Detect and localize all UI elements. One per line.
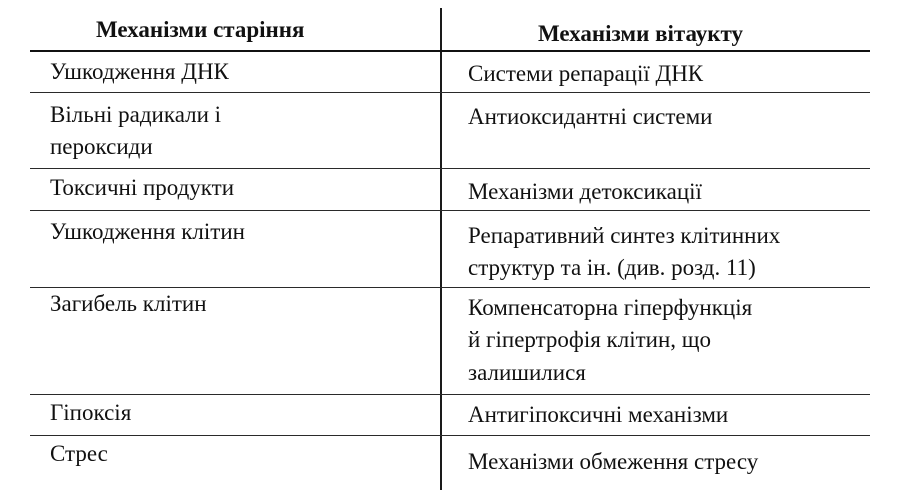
row-2-aging-line-1: Вільні радикали і xyxy=(50,102,222,127)
row-separator xyxy=(30,92,870,93)
row-separator xyxy=(30,210,870,211)
header-vitauct-mechanisms: Механізми вітаукту xyxy=(538,21,744,46)
row-6-vitauct: Антигіпоксичні механізми xyxy=(468,402,729,427)
row-7-aging: Стрес xyxy=(50,441,108,466)
row-1-aging: Ушкодження ДНК xyxy=(50,59,229,84)
row-5-vitauct-line-3: залишилися xyxy=(468,360,586,385)
row-separator xyxy=(30,435,870,436)
row-separator xyxy=(30,394,870,395)
row-7-vitauct: Механізми обмеження стресу xyxy=(468,449,759,474)
row-4-vitauct-line-1: Репаративний синтез клітинних xyxy=(468,223,781,248)
row-3-aging: Токсичні продукти xyxy=(50,175,235,200)
row-3-vitauct: Механізми детоксикації xyxy=(468,179,702,204)
header-rule xyxy=(30,50,870,52)
row-5-vitauct-line-2: й гіпертрофія клітин, що xyxy=(468,327,711,352)
row-6-aging: Гіпоксія xyxy=(50,400,132,425)
row-5-vitauct-line-1: Компенсаторна гіперфункція xyxy=(468,295,753,320)
row-4-vitauct-line-2: структур та ін. (див. розд. 11) xyxy=(468,255,756,280)
row-1-vitauct: Системи репарації ДНК xyxy=(468,61,704,86)
header-aging-mechanisms: Механізми старіння xyxy=(96,17,305,42)
row-separator xyxy=(30,168,870,169)
row-2-aging-line-2: пероксиди xyxy=(50,134,153,159)
row-2-vitauct: Антиоксидантні системи xyxy=(468,104,713,129)
row-5-aging: Загибель клітин xyxy=(50,291,207,316)
row-4-aging: Ушкодження клітин xyxy=(50,219,245,244)
column-divider xyxy=(440,8,442,490)
